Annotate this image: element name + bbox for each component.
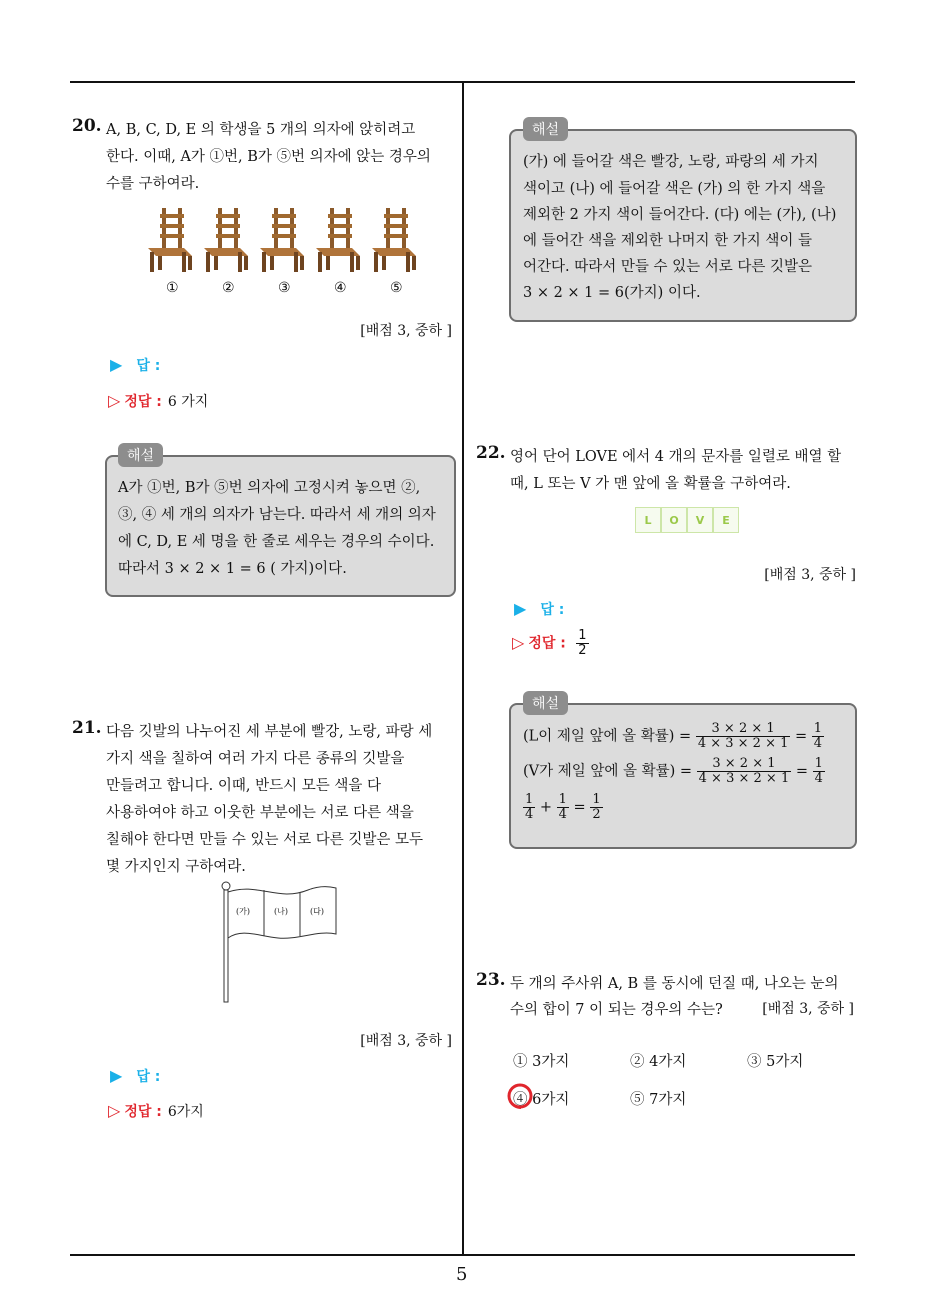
explanation-line-sum: $\frac{1}{4}$ + $\frac{1}{4}$ = $\frac{1}{2}$ (525, 792, 601, 822)
love-letter-tiles (635, 507, 739, 533)
explanation-line: 에 들어간 색을 제외한 나머지 한 가지 색이 들 (523, 233, 812, 249)
explanation-line-v: (V가 제일 앞에 올 확률) = $\frac{3 \times 2 \times 1}{4 \times 3 \times 2 \times 1}$ = $\frac{1}{4}$ (523, 756, 823, 786)
question-20-text-line: 수를 구하여라. (106, 176, 200, 192)
outline-triangle-icon: ▷ (512, 632, 525, 652)
explanation-line: 색이고 (나) 에 들어갈 색은 (가) 의 한 가지 색을 (523, 181, 826, 197)
selected-circle-mark-icon (505, 1081, 535, 1111)
question-20-number: 20. (72, 116, 102, 136)
chair-label-5: ⑤ (390, 280, 403, 296)
explanation-line: 제외한 2 가지 색이 들어간다. (다) 에는 (가), (나) (523, 207, 837, 223)
question-21-text-line: 칠해야 한다면 만들 수 있는 서로 다른 깃발은 모두 (106, 832, 424, 848)
answer-label: 답 : (540, 602, 565, 618)
choice-3[interactable]: ③ 5가지 (747, 1054, 804, 1070)
question-21-text-line: 몇 가지인지 구하여라. (106, 859, 246, 875)
explanation-line: 따라서 3 × 2 × 1 = 6 ( 가지)이다. (118, 561, 347, 577)
answer-label: 답 : (136, 358, 161, 374)
letter-tile: L (635, 507, 661, 533)
column-divider (462, 83, 464, 1255)
explanation-tag: 해설 (523, 691, 568, 715)
chair-label-1: ① (166, 280, 179, 296)
flag-label: (나) (274, 907, 288, 916)
question-23-score: [배점 3, 중하 ] (762, 1001, 854, 1017)
question-21-answer-field[interactable] (110, 1066, 160, 1086)
outline-triangle-icon: ▷ (108, 391, 121, 410)
question-20-answer-field[interactable] (110, 355, 160, 375)
triangle-icon: ▶ (110, 1066, 123, 1085)
question-20-text-line: 한다. 이때, A가 ①번, B가 ⑤번 의자에 앉는 경우의 (106, 149, 431, 165)
question-23-text-line: 두 개의 주사위 A, B 를 동시에 던질 때, 나오는 눈의 (510, 976, 839, 992)
chairs-illustration (140, 200, 420, 280)
outline-triangle-icon: ▷ (108, 1101, 121, 1120)
choice-5[interactable]: ⑤ 7가지 (630, 1092, 687, 1108)
explanation-line: A가 ①번, B가 ⑤번 의자에 고정시켜 놓으면 ②, (118, 480, 421, 496)
bottom-rule (70, 1254, 855, 1256)
question-21-score: [배점 3, 중하 ] (360, 1033, 452, 1049)
answer-label: 답 : (136, 1069, 161, 1085)
triangle-icon: ▶ (110, 355, 123, 374)
explanation-line-l: (L이 제일 앞에 올 확률) = $\frac{3 \times 2 \times 1}{4 \times 3 \times 2 \times 1}$ = $\frac{1}{4}$ (523, 721, 823, 751)
question-21-text-line: 다음 깃발의 나누어진 세 부분에 빨강, 노랑, 파랑 세 (106, 724, 433, 740)
question-22-text-line: 때, L 또는 V 가 맨 앞에 올 확률을 구하여라. (510, 476, 791, 492)
explanation-tag: 해설 (118, 443, 163, 467)
question-21-correct-answer (108, 1101, 204, 1121)
question-21-text-line: 가지 색을 칠하여 여러 가지 다른 종류의 깃발을 (106, 751, 405, 767)
chair-label-3: ③ (278, 280, 291, 296)
triangle-icon: ▶ (514, 599, 527, 618)
question-21-number: 21. (72, 718, 102, 738)
flag-label: (가) (236, 907, 250, 916)
choice-1[interactable]: ① 3가지 (513, 1054, 570, 1070)
flag-label: (다) (310, 907, 324, 916)
chair-label-2: ② (222, 280, 235, 296)
letter-tile: V (687, 507, 713, 533)
flag-illustration (218, 878, 344, 1006)
explanation-line: ③, ④ 세 개의 의자가 남는다. 따라서 세 개의 의자 (118, 507, 436, 523)
letter-tile: E (713, 507, 739, 533)
letter-tile: O (661, 507, 687, 533)
correct-label: 정답 : (124, 1104, 162, 1120)
explanation-tag: 해설 (523, 117, 568, 141)
question-22-number: 22. (476, 443, 506, 463)
choice-4[interactable]: ④ 6가지 (513, 1092, 570, 1108)
question-22-score: [배점 3, 중하 ] (764, 567, 856, 583)
question-22-correct-answer (512, 629, 589, 658)
explanation-line: 에 C, D, E 세 명을 한 줄로 세우는 경우의 수이다. (118, 534, 435, 550)
question-23-number: 23. (476, 970, 506, 990)
question-21-text-line: 만들려고 합니다. 이때, 반드시 모든 색을 다 (106, 778, 381, 794)
question-22-answer-field[interactable] (514, 599, 564, 619)
question-20-text-line: A, B, C, D, E 의 학생을 5 개의 의자에 앉히려고 (106, 122, 416, 138)
question-22-text-line: 영어 단어 LOVE 에서 4 개의 문자를 일렬로 배열 할 (510, 449, 842, 465)
correct-value: 6 가지 (167, 394, 209, 410)
chair-label-4: ④ (334, 280, 347, 296)
correct-value: 6가지 (167, 1104, 204, 1120)
page-number: 5 (456, 1264, 468, 1285)
question-20-score: [배점 3, 중하 ] (360, 323, 452, 339)
explanation-line: 3 × 2 × 1 = 6(가지) 이다. (523, 285, 701, 301)
question-20-correct-answer (108, 391, 208, 411)
correct-label: 정답 : (124, 394, 162, 410)
correct-fraction: $\frac{1}{2}$ (578, 628, 587, 658)
question-21-text-line: 사용하여야 하고 이웃한 부분에는 서로 다른 색을 (106, 805, 414, 821)
explanation-line: (가) 에 들어갈 색은 빨강, 노랑, 파랑의 세 가지 (523, 154, 819, 170)
correct-label: 정답 : (528, 635, 566, 652)
question-23-text-line: 수의 합이 7 이 되는 경우의 수는? (510, 1002, 723, 1018)
choice-2[interactable]: ② 4가지 (630, 1054, 687, 1070)
explanation-line: 어간다. 따라서 만들 수 있는 서로 다른 깃발은 (523, 259, 812, 275)
